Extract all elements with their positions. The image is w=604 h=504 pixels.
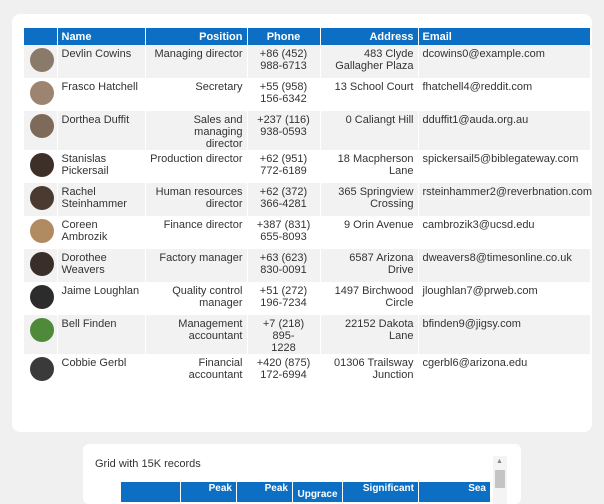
email-text: dduffit1@auda.org.au [422, 114, 529, 126]
table-row[interactable] [24, 111, 590, 150]
table-row[interactable] [24, 45, 590, 78]
phone-cell [247, 354, 320, 387]
scroll-up-arrow-icon[interactable]: ▲ [496, 458, 503, 465]
large-grid-header-peak-1[interactable]: Peak [181, 482, 237, 502]
avatar [30, 186, 54, 210]
avatar-cell [24, 354, 57, 387]
address-text: 22152 Dakota Lane [345, 318, 414, 342]
email-cell [418, 183, 593, 216]
column-header-position[interactable]: Position [145, 28, 247, 45]
name-text: Cobbie Gerbl [61, 357, 127, 369]
email-text: cambrozik3@ucsd.edu [422, 219, 535, 231]
email-text: dcowins0@example.com [422, 48, 545, 60]
table-row[interactable] [24, 315, 590, 354]
email-text: spickersail5@biblegateway.com [422, 153, 579, 165]
phone-cell [247, 183, 320, 216]
position-cell [145, 354, 247, 387]
phone-cell [247, 150, 320, 183]
phone-text: +51 (272) 196-7234 [259, 285, 308, 309]
address-cell [320, 249, 418, 282]
email-text: jloughlan7@prweb.com [422, 285, 538, 297]
name-cell [57, 354, 145, 387]
large-grid-header-peak-2[interactable]: Peak [237, 482, 293, 502]
name-text: Dorothee Weavers [61, 252, 107, 276]
avatar [30, 252, 54, 276]
scroll-thumb[interactable] [495, 470, 505, 488]
position-cell [145, 150, 247, 183]
avatar [30, 114, 54, 138]
email-cell [418, 78, 590, 111]
position-text: Managing director [154, 48, 243, 60]
name-cell [57, 216, 145, 249]
name-cell [57, 45, 145, 78]
table-row[interactable] [24, 249, 590, 282]
position-text: Finance director [163, 219, 243, 231]
email-cell [418, 282, 590, 315]
name-cell [57, 111, 145, 150]
address-cell [320, 315, 418, 354]
avatar [30, 48, 54, 72]
position-cell [145, 78, 247, 111]
phone-cell [247, 78, 320, 111]
avatar [30, 318, 54, 342]
position-cell [145, 282, 247, 315]
name-cell [57, 249, 145, 282]
address-cell [320, 150, 418, 183]
avatar [30, 219, 54, 243]
large-grid-header-blank [121, 482, 181, 502]
position-cell [145, 45, 247, 78]
avatar [30, 285, 54, 309]
name-text: Dorthea Duffit [61, 114, 130, 126]
avatar-cell [24, 249, 57, 282]
email-cell [418, 216, 590, 249]
name-cell [57, 183, 145, 216]
position-cell [145, 183, 247, 216]
phone-text: +55 (958) 156-6342 [259, 81, 308, 105]
table-row[interactable] [24, 150, 590, 183]
address-text: 13 School Court [334, 81, 414, 93]
large-grid-header-upgrace[interactable]: Upgrace [293, 482, 343, 502]
address-text: 18 Macpherson Lane [337, 153, 414, 177]
email-cell [418, 111, 590, 150]
name-text: Stanislas Pickersail [61, 153, 109, 177]
position-text: Financial accountant [188, 357, 243, 381]
avatar-cell [24, 78, 57, 111]
address-text: 6587 Arizona Drive [349, 252, 414, 276]
avatar-cell [24, 183, 57, 216]
name-text: Bell Finden [61, 318, 117, 330]
position-text: Sales and managing director [193, 114, 243, 150]
position-text: Factory manager [159, 252, 243, 264]
email-cell [418, 150, 590, 183]
table-row[interactable] [24, 282, 590, 315]
employee-grid-card [12, 14, 592, 432]
avatar [30, 81, 54, 105]
address-text: 365 Springview Crossing [338, 186, 414, 210]
email-cell [418, 354, 590, 387]
name-text: Devlin Cowins [61, 48, 132, 60]
email-cell [418, 249, 590, 282]
email-text: rsteinhammer2@reverbnation.com [422, 186, 593, 198]
address-cell [320, 183, 418, 216]
phone-cell [247, 282, 320, 315]
phone-cell [247, 45, 320, 78]
avatar [30, 357, 54, 381]
avatar-cell [24, 216, 57, 249]
grid-header-row [24, 28, 590, 45]
vertical-scrollbar[interactable] [493, 456, 507, 504]
table-row[interactable] [24, 354, 590, 387]
large-grid-header-significant[interactable]: Significant [343, 482, 419, 502]
large-grid-card [83, 444, 521, 504]
position-text: Secretary [195, 81, 243, 93]
phone-text: +387 (831) 655-8093 [256, 219, 311, 243]
position-cell [145, 315, 247, 354]
avatar [30, 153, 54, 177]
address-cell [320, 45, 418, 78]
phone-text: +420 (875) 172-6994 [256, 357, 311, 381]
position-cell [145, 111, 247, 150]
avatar-cell [24, 45, 57, 78]
address-cell [320, 282, 418, 315]
column-header-phone[interactable]: Phone [247, 28, 320, 45]
name-text: Jaime Loughlan [61, 285, 140, 297]
name-text: Rachel Steinhammer [61, 186, 127, 210]
address-text: 0 Caliangt Hill [345, 114, 414, 126]
large-grid-header-sea[interactable]: Sea [419, 482, 491, 502]
phone-cell [247, 315, 320, 354]
name-cell [57, 315, 145, 354]
position-text: Production director [150, 153, 243, 165]
phone-cell [247, 249, 320, 282]
phone-cell [247, 111, 320, 150]
avatar-cell [24, 282, 57, 315]
phone-text: +63 (623) 830-0091 [259, 252, 308, 276]
phone-text: +62 (951) 772-6189 [259, 153, 308, 177]
position-text: Human resources director [155, 186, 243, 210]
address-cell [320, 354, 418, 387]
address-text: 9 Orin Avenue [343, 219, 414, 231]
email-cell [418, 45, 590, 78]
avatar-cell [24, 315, 57, 354]
phone-text: +86 (452) 988-6713 [259, 48, 308, 72]
position-cell [145, 216, 247, 249]
address-text: 1497 Birchwood Circle [334, 285, 414, 309]
address-text: 483 Clyde Gallagher Plaza [335, 48, 414, 72]
email-text: bfinden9@jigsy.com [422, 318, 521, 330]
phone-text: +7 (218) 895- 1228 [262, 318, 305, 354]
phone-text: +237 (116) 938-0593 [257, 114, 310, 138]
address-cell [320, 78, 418, 111]
large-grid-header-row [121, 482, 491, 502]
email-text: fhatchell4@reddit.com [422, 81, 533, 93]
position-text: Management accountant [178, 318, 243, 342]
name-cell [57, 282, 145, 315]
column-header-avatar [24, 28, 57, 45]
email-cell [418, 315, 590, 354]
table-row[interactable] [24, 183, 590, 216]
email-text: dweavers8@timesonline.co.uk [422, 252, 572, 264]
column-header-name[interactable]: Name [57, 28, 145, 45]
table-row[interactable] [24, 216, 590, 249]
column-header-address[interactable]: Address [320, 28, 418, 45]
large-grid-title: Grid with 15K records [95, 458, 201, 470]
phone-text: +62 (372) 366-4281 [259, 186, 308, 210]
avatar-cell [24, 150, 57, 183]
avatar-cell [24, 111, 57, 150]
address-text: 01306 Trailsway Junction [334, 357, 414, 381]
column-header-email[interactable]: Email [418, 28, 590, 45]
name-text: Frasco Hatchell [61, 81, 138, 93]
address-cell [320, 111, 418, 150]
name-text: Coreen Ambrozik [61, 219, 108, 243]
email-text: cgerbl6@arizona.edu [422, 357, 528, 369]
name-cell [57, 78, 145, 111]
position-text: Quality control manager [172, 285, 243, 309]
table-row[interactable] [24, 78, 590, 111]
name-cell [57, 150, 145, 183]
position-cell [145, 249, 247, 282]
phone-cell [247, 216, 320, 249]
employee-grid [24, 28, 591, 387]
address-cell [320, 216, 418, 249]
